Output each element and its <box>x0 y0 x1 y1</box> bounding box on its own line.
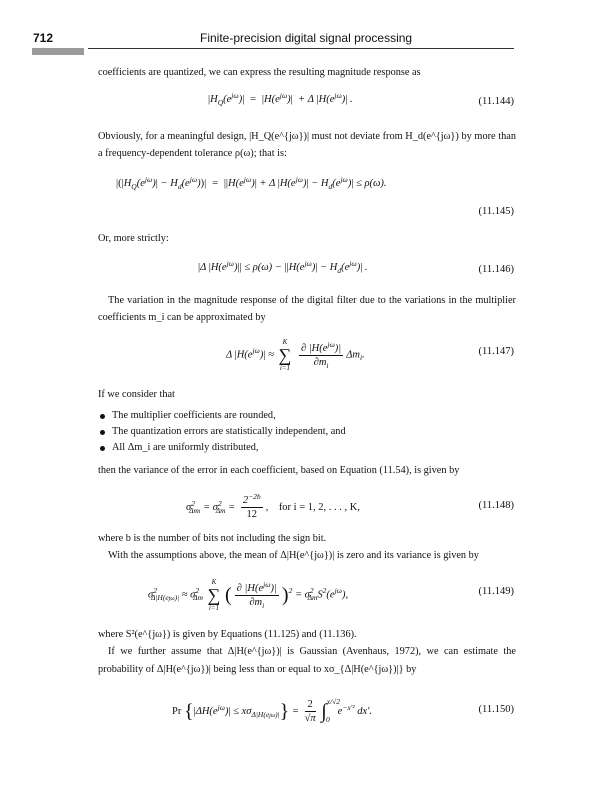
equation-number: (11.147) <box>478 346 514 357</box>
equation-number: (11.146) <box>478 264 514 275</box>
equation-11-147: Δ $|H(e^{j\omega})|$ ≈ K ∑ i=1 $\frac{\partial |H(e^{j\omega})|}{\partial m_i}$ $\Delta m_i$. (11.147) <box>226 338 514 372</box>
bullet-icon <box>100 446 105 451</box>
paragraph: where b is the number of bits not including the sign bit. <box>98 533 327 544</box>
paragraph: If we further assume that Δ|H(e^{jω})| is Gaussian (Avenhaus, 1972), we can estimate the probability of Δ|H(e^{jω})| being less than or equal to xσ_{Δ|H(e^{jω})|} by <box>98 646 516 675</box>
page-number: 712 <box>33 31 54 45</box>
list-item: The multiplier coefficients are rounded, <box>98 408 516 424</box>
paragraph: Or, more strictly: <box>98 233 169 244</box>
equation-11-145: $|(|H_Q(e^{j\omega})| - H_d(e^{j\omega}))| = ||H(e^{j\omega})| + \Delta$ $|H(e^{j\omega})| - H_d(e^{j\omega})| \le \rho(\omega)$. <box>116 175 387 191</box>
paragraph: If we consider that <box>98 389 175 400</box>
equation-11-144: $|H_Q(e^{j\omega})| = |H(e^{j\omega})| + \Delta$ $|H(e^{j\omega})|$ . (11.144) <box>208 91 514 107</box>
paragraph: With the assumptions above, the mean of Δ|H(e^{jω})| is zero and its variance is given by <box>108 550 479 561</box>
header-rule <box>88 48 514 49</box>
header-bar <box>32 48 84 55</box>
equation-11-149: $\sigma^2_{\Delta|H(ej\omega)|} \approx \sigma^2_{\Delta m}$ K ∑ i=1 ( $\frac{\partial |H(e^{j\omega})|}{\partial m_i}$ )$^2 = \sigma^2_{\Delta m}S^2(e^{j\omega})$, (11.149) <box>148 578 514 612</box>
equation-number: (11.149) <box>478 586 514 597</box>
paragraph: The variation in the magnitude response of the digital filter due to the variations in the multiplier coefficients m_i can be approximated by <box>98 295 516 323</box>
paragraph: Obviously, for a meaningful design, |H_Q(e^{jω})| must not deviate from H_d(e^{jω}) by more than a frequency-dependent tolerance ρ(ω); that is: <box>98 131 516 159</box>
equation-11-145-number <box>98 202 516 228</box>
equation-11-148: $\sigma^2_{\Delta mi} = \sigma^2_{\Delta m}$ = $\frac{2^{-2b}}{12}$ , for i = 1, 2, . . . , K, (11.148) <box>186 492 514 520</box>
list-item: All Δm_i are uniformly distributed, <box>98 440 516 456</box>
bullet-icon <box>100 414 105 419</box>
equation-number: (11.150) <box>478 704 514 715</box>
bullet-icon <box>100 430 105 435</box>
list-item: The quantization errors are statistically independent, and <box>98 424 516 440</box>
bullet-list <box>98 408 516 456</box>
running-title: Finite-precision digital signal processing <box>200 31 413 45</box>
equation-number: (11.145) <box>478 206 514 217</box>
equation-number: (11.144) <box>478 96 514 107</box>
paragraph: coefficients are quantized, we can express the resulting magnitude response as <box>98 67 421 78</box>
equation-11-150: Pr $\{|\Delta H(e^{j\omega})| \le x\sigma_{\Delta|H(ej\omega)|}\}$ = $\frac{2}{√\pi}$ ∫$^{x/√2}_0$ $e^{-x'^2}$ dx′. (11.150) <box>172 696 514 724</box>
equation-11-146: |Δ $|H(e^{j\omega})|| \le \rho(\omega) - ||H(e^{j\omega})| - H_d(e^{j\omega})|$ . (11.146) <box>198 259 514 275</box>
paragraph: where S²(e^{jω}) is given by Equations (11.125) and (11.136). <box>98 629 357 640</box>
equation-number: (11.148) <box>478 500 514 511</box>
paragraph: then the variance of the error in each coefficient, based on Equation (11.54), is given by <box>98 465 460 476</box>
